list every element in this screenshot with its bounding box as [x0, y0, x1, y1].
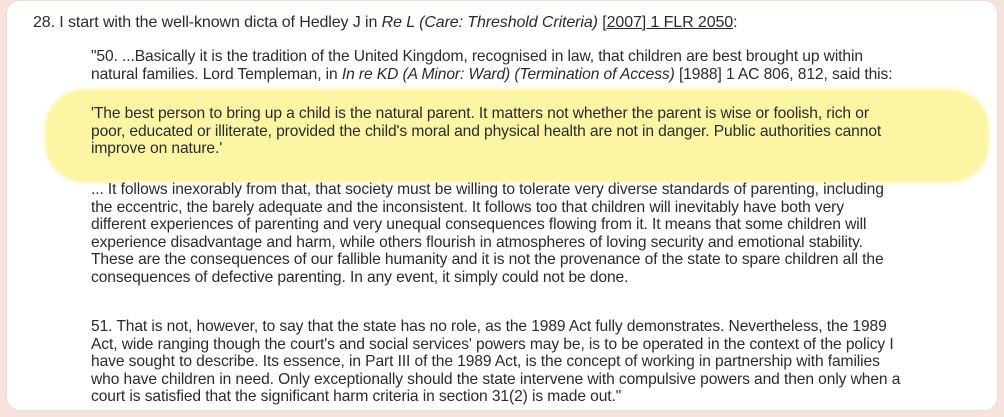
quote-line-2: poor, educated or illiterate, provided the child's moral and physical health are not in danger. Public authorities cannot	[91, 122, 882, 140]
paragraph-51	[91, 318, 981, 406]
document-card	[6, 0, 998, 411]
continuation-line-4: experience disadvantage and harm, while others flourish in atmospheres of loving security and emotional stability.	[91, 233, 863, 251]
para51-line-1: 51. That is not, however, to say that the state has no role, as the 1989 Act fully demonstrates. Nevertheless, the 1989	[91, 318, 887, 335]
continuation-line-2: the eccentric, the barely adequate and the inconsistent. It follows too that children will inevitably have both very	[91, 198, 844, 216]
continuation-line-1: ... It follows inexorably from that, that society must be willing to tolerate very diverse standards of parenting, including	[91, 181, 884, 198]
continuation-line-5: These are the consequences of our fallible humanity and it is not the provenance of the state to spare children all the	[91, 251, 884, 269]
case-name-kd: In re KD (A Minor: Ward) (Termination of Access)	[341, 65, 675, 83]
continuation-line-6: consequences of defective parenting. In any event, it simply could not be done.	[91, 268, 629, 286]
heading-text: 28. I start with the well-known dicta of Hedley J in	[33, 14, 382, 31]
continuation-line-3: different experiences of parenting and very unequal consequences flowing from it. It means that some children will	[91, 216, 867, 234]
para51-line-2: Act, wide ranging though the court's and social services' powers may be, is to be operated in the context of the policy I	[91, 335, 894, 353]
quote-line-3: improve on nature.'	[91, 140, 223, 158]
paragraph-28-heading	[33, 14, 983, 32]
quote-line-1: 'The best person to bring up a child is the natural parent. It matters not whether the parent is wise or foolish, rich or	[91, 105, 869, 122]
para50-line-2-citation: [1988] 1 AC 806, 812, said this:	[674, 65, 893, 83]
continuation-paragraph	[91, 181, 981, 287]
heading-suffix: :	[733, 14, 738, 31]
para50-line-2-text: natural families. Lord Templeman, in	[91, 65, 342, 83]
para51-line-3: have sought to describe. Its essence, in Part III of the 1989 Act, is the concept of working in partnership with families	[91, 353, 880, 371]
paragraph-50	[91, 48, 981, 83]
para51-line-5: court is satisfied that the significant harm criteria in section 31(2) is made out."	[91, 388, 622, 406]
case-name-re-l: Re L (Care: Threshold Criteria)	[381, 14, 598, 31]
templeman-quote	[91, 105, 981, 158]
citation-link[interactable]: [2007] 1 FLR 2050	[602, 14, 734, 31]
para51-line-4: who have children in need. Only exceptionally should the state intervene with compulsive powers and then only when a	[91, 370, 901, 388]
para50-line-2	[91, 66, 981, 84]
para50-line-1: "50. ...Basically it is the tradition of the United Kingdom, recognised in law, that children are best brought up within	[91, 48, 863, 65]
